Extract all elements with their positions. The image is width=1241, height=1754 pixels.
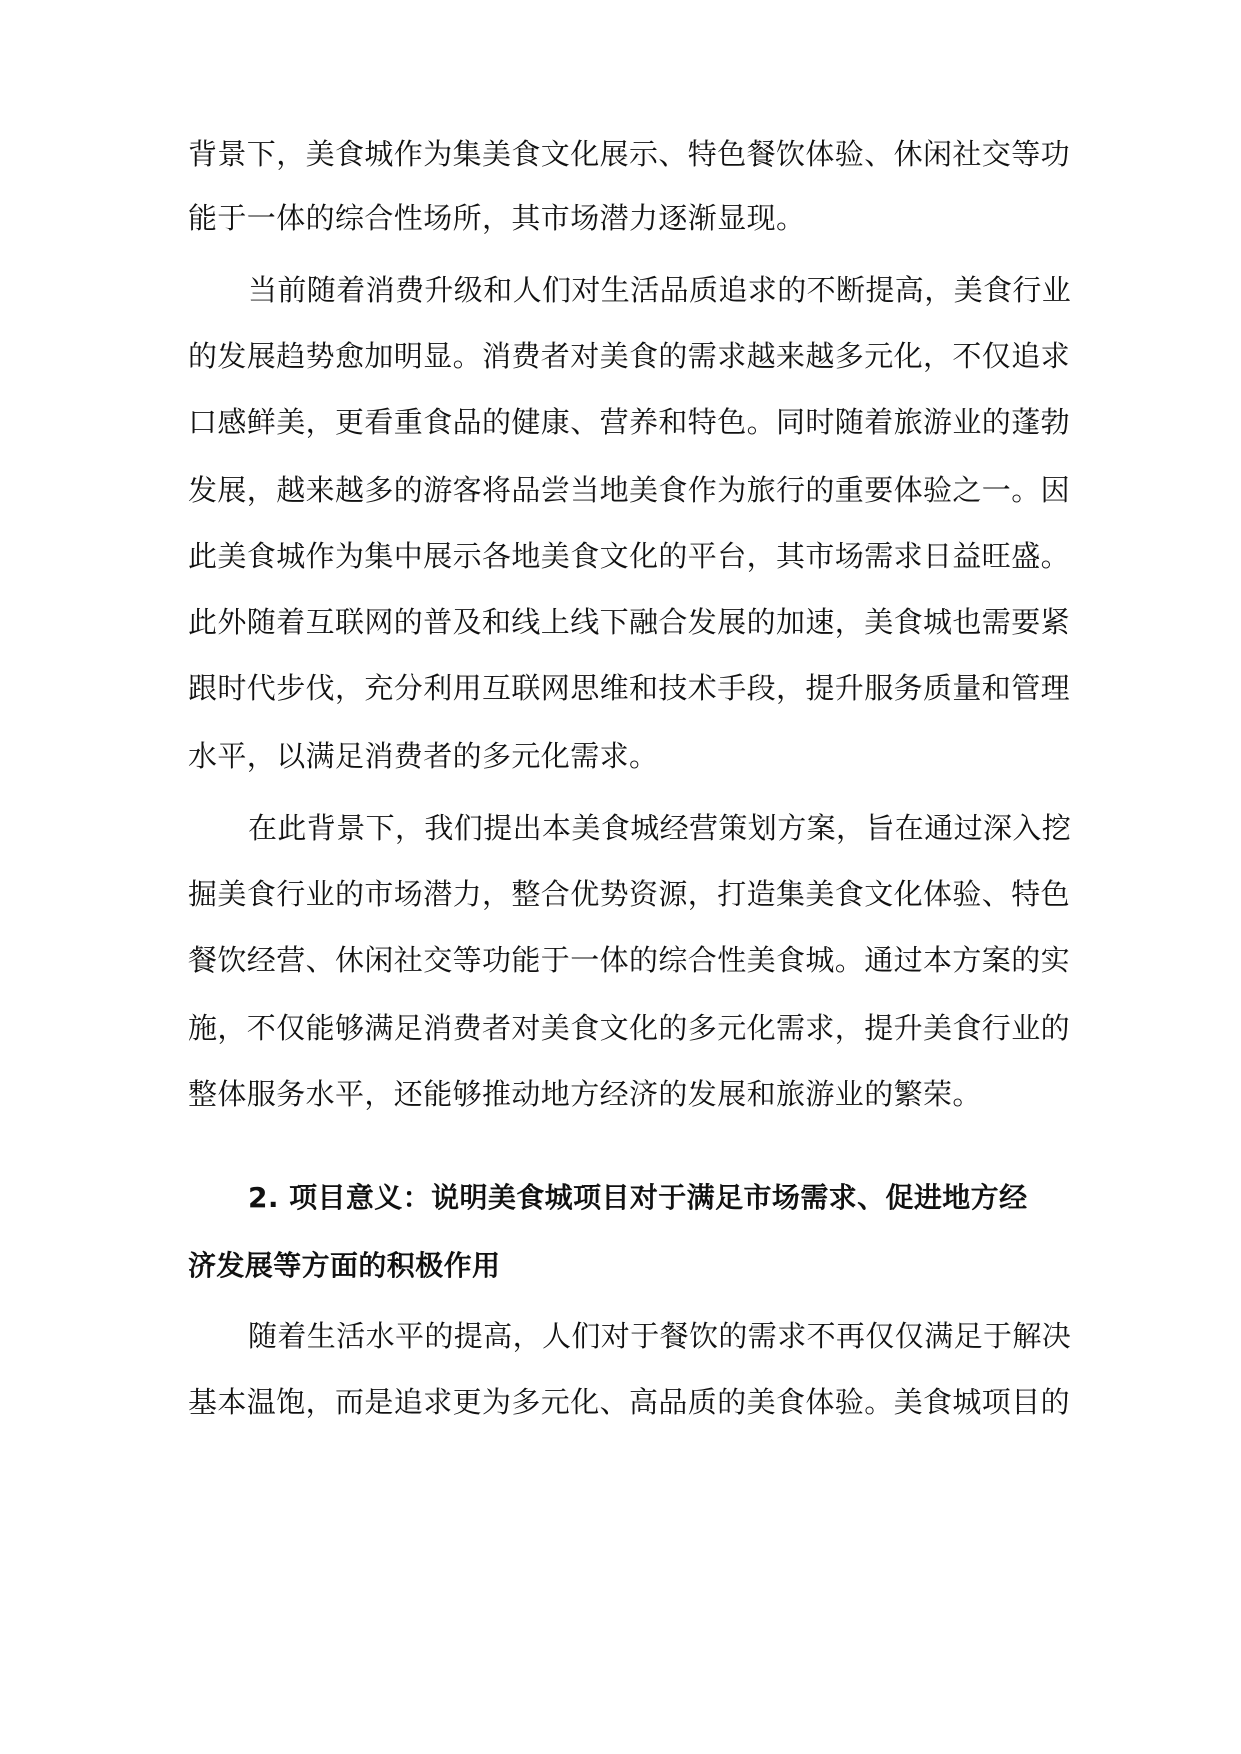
- body-text-line: 此外随着互联网的普及和线上线下融合发展的加速，美食城也需要紧: [188, 605, 1071, 639]
- body-text-line: 发展，越来越多的游客将品尝当地美食作为旅行的重要体验之一。因: [188, 473, 1071, 507]
- body-text-line: 当前随着消费升级和人们对生活品质追求的不断提高，美食行业: [248, 273, 1072, 307]
- body-text-line: 背景下，美食城作为集美食文化展示、特色餐饮体验、休闲社交等功: [188, 137, 1071, 171]
- body-text-line: 水平，以满足消费者的多元化需求。: [188, 739, 659, 773]
- body-text-line: 跟时代步伐，充分利用互联网思维和技术手段，提升服务质量和管理: [188, 671, 1071, 705]
- body-text-line: 口感鲜美，更看重食品的健康、营养和特色。同时随着旅游业的蓬勃: [188, 405, 1071, 439]
- body-text-line: 整体服务水平，还能够推动地方经济的发展和旅游业的繁荣。: [188, 1077, 982, 1111]
- body-text-line: 随着生活水平的提高，人们对于餐饮的需求不再仅仅满足于解决: [248, 1319, 1072, 1353]
- body-text-line: 餐饮经营、休闲社交等功能于一体的综合性美食城。通过本方案的实: [188, 943, 1071, 977]
- body-text-line: 的发展趋势愈加明显。消费者对美食的需求越来越多元化，不仅追求: [188, 339, 1071, 373]
- body-text-line: 掘美食行业的市场潜力，整合优势资源，打造集美食文化体验、特色: [188, 877, 1071, 911]
- body-text-line: 基本温饱，而是追求更为多元化、高品质的美食体验。美食城项目的: [188, 1385, 1071, 1419]
- body-text-line: 此美食城作为集中展示各地美食文化的平台，其市场需求日益旺盛。: [188, 539, 1071, 573]
- body-text-line: 在此背景下，我们提出本美食城经营策划方案，旨在通过深入挖: [248, 811, 1072, 845]
- body-text-line: 施，不仅能够满足消费者对美食文化的多元化需求，提升美食行业的: [188, 1011, 1071, 1045]
- section-heading-line: 2. 项目意义：说明美食城项目对于满足市场需求、促进地方经: [248, 1181, 1028, 1214]
- body-text-line: 能于一体的综合性场所，其市场潜力逐渐显现。: [188, 201, 806, 235]
- section-heading-line: 济发展等方面的积极作用: [188, 1249, 501, 1282]
